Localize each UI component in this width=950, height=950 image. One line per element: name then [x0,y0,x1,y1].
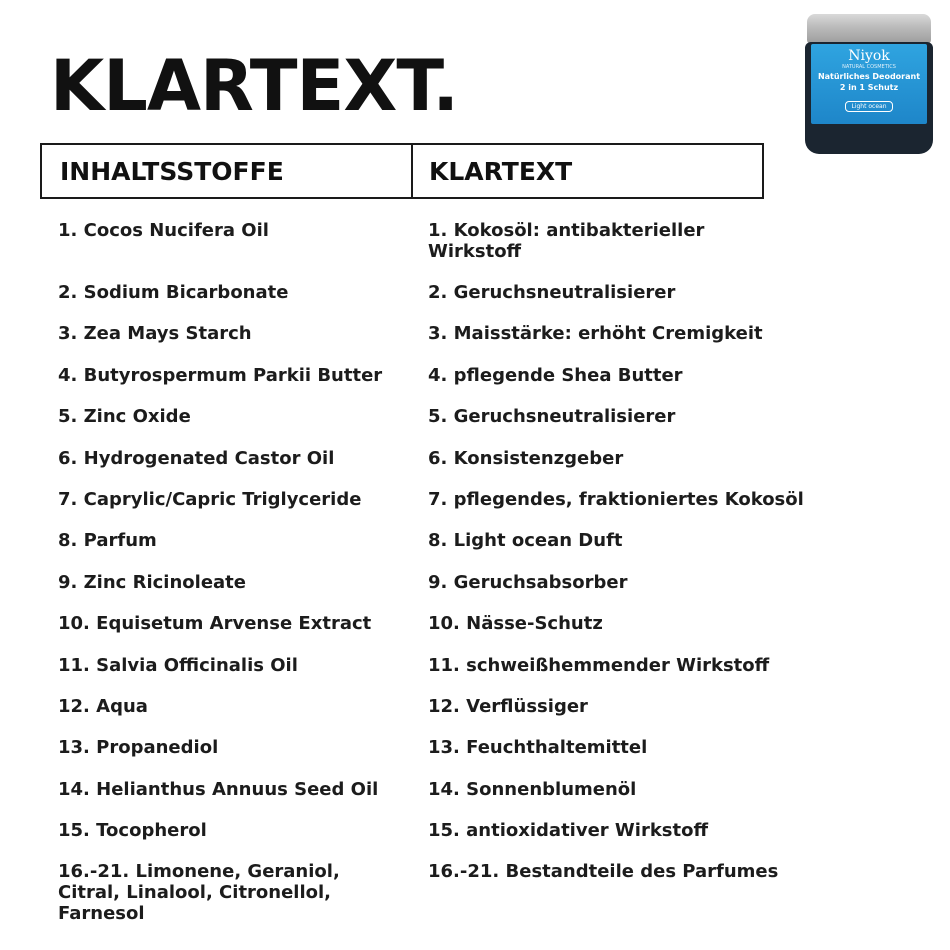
ingredient-explanation: 12. Verflüssiger [428,696,588,717]
ingredient-explanation: 7. pflegendes, fraktioniertes Kokosöl [428,489,804,510]
ingredient-name: 16.-21. Limonene, Geraniol, Citral, Linalool, Citronellol, Farnesol [58,861,340,924]
ingredient-name: 15. Tocopherol [58,820,207,841]
jar-brand: Niyok [848,48,890,64]
header-plain-text: KLARTEXT [429,156,573,186]
ingredient-explanation: 16.-21. Bestandteile des Parfumes [428,861,779,882]
jar-line-1: Natürliches Deodorant [817,72,921,81]
ingredient-explanation: 4. pflegende Shea Butter [428,365,683,386]
jar-label [811,44,927,124]
jar-subtitle: NATURAL COSMETICS [842,64,896,70]
ingredient-name: 6. Hydrogenated Castor Oil [58,448,335,469]
ingredient-explanation: 2. Geruchsneutralisierer [428,282,676,303]
ingredient-explanation: 3. Maisstärke: erhöht Cremigkeit [428,323,763,344]
ingredient-name: 7. Caprylic/Capric Triglyceride [58,489,362,510]
ingredient-name: 5. Zinc Oxide [58,406,191,427]
ingredient-explanation: 10. Nässe-Schutz [428,613,603,634]
product-jar-image [805,14,933,156]
ingredient-explanation: 13. Feuchthaltemittel [428,737,648,758]
ingredient-explanation: 1. Kokosöl: antibakterieller Wirkstoff [428,220,705,262]
ingredient-name: 2. Sodium Bicarbonate [58,282,289,303]
ingredient-explanation: 15. antioxidativer Wirkstoff [428,820,709,841]
ingredient-name: 13. Propanediol [58,737,219,758]
ingredient-explanation: 14. Sonnenblumenöl [428,779,637,800]
ingredient-name: 1. Cocos Nucifera Oil [58,220,269,241]
ingredient-name: 9. Zinc Ricinoleate [58,572,246,593]
ingredient-name: 4. Butyrospermum Parkii Butter [58,365,383,386]
ingredient-explanation: 6. Konsistenzgeber [428,448,624,469]
ingredient-explanation: 9. Geruchsabsorber [428,572,628,593]
ingredient-explanation: 11. schweißhemmender Wirkstoff [428,655,770,676]
ingredient-name: 10. Equisetum Arvense Extract [58,613,372,634]
page-title: KLARTEXT. [50,45,459,127]
jar-lid [807,14,931,44]
ingredient-name: 3. Zea Mays Starch [58,323,252,344]
ingredient-name: 12. Aqua [58,696,148,717]
ingredient-name: 14. Helianthus Annuus Seed Oil [58,779,379,800]
header-ingredients: INHALTSSTOFFE [42,145,413,197]
ingredient-name: 11. Salvia Officinalis Oil [58,655,298,676]
jar-line-2: 2 in 1 Schutz [839,83,899,92]
ingredient-explanation: 5. Geruchsneutralisierer [428,406,676,427]
ingredient-name: 8. Parfum [58,530,157,551]
jar-scent: Light ocean [845,101,892,112]
ingredient-explanation: 8. Light ocean Duft [428,530,623,551]
table-header [40,143,764,199]
